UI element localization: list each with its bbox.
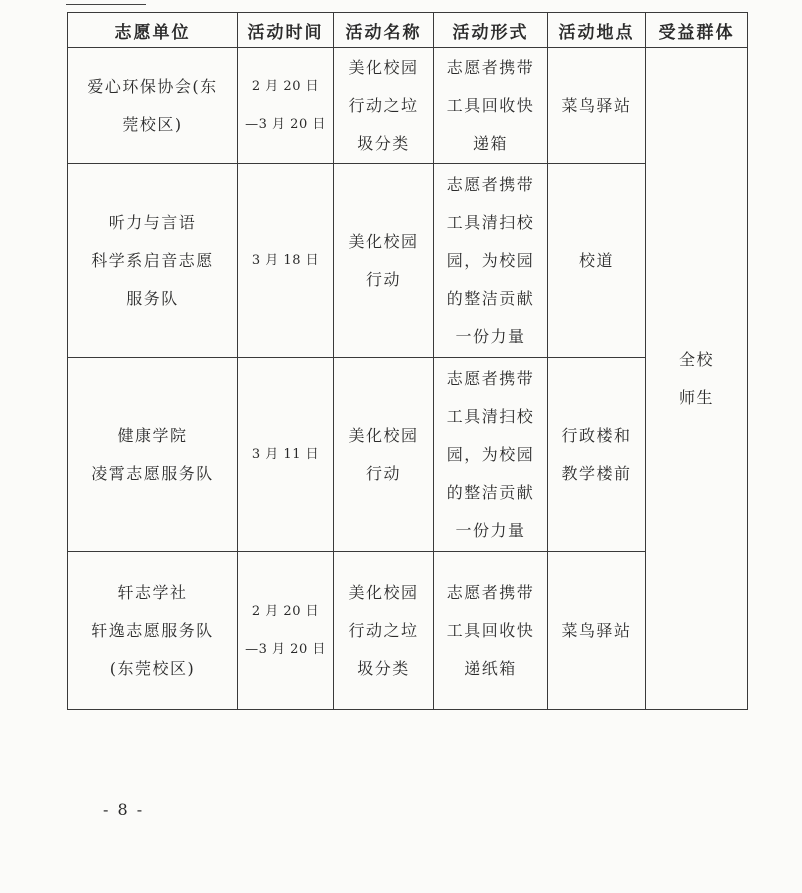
cell-unit xyxy=(68,48,238,164)
text-line: 服务队 xyxy=(126,288,179,308)
cell-name xyxy=(334,48,434,164)
text-line: 菜鸟驿站 xyxy=(561,620,632,640)
text-line: 轩志学社 xyxy=(117,582,188,602)
text-line: 2 月 20 日 xyxy=(251,603,320,619)
text-line: —3 月 20 日 xyxy=(245,116,326,132)
text-line: 园，为校园 xyxy=(446,444,535,464)
table-header-row xyxy=(68,13,748,48)
text-line: 美化校园 xyxy=(348,57,419,77)
text-line: 工具回收快 xyxy=(446,620,535,640)
text-line: 的整洁贡献 xyxy=(446,288,535,308)
volunteer-activity-table xyxy=(67,12,748,710)
text-line: 校道 xyxy=(578,250,614,270)
text-line: 的整洁贡献 xyxy=(446,482,535,502)
text-line: 轩逸志愿服务队 xyxy=(91,620,214,640)
text-line: 志愿者携带 xyxy=(446,582,535,602)
text-line: 志愿者携带 xyxy=(446,174,535,194)
top-rule-fragment xyxy=(66,0,146,5)
text-line: 行动之垃 xyxy=(348,95,419,115)
cell-place xyxy=(548,552,646,710)
cell-time xyxy=(238,164,334,358)
text-line: 志愿者携带 xyxy=(446,57,535,77)
text-line: 3 月 11 日 xyxy=(251,446,320,462)
cell-time xyxy=(238,48,334,164)
cell-form xyxy=(434,552,548,710)
cell-place xyxy=(548,48,646,164)
header-unit: 志愿单位 xyxy=(68,13,238,48)
text-line: 科学系启音志愿 xyxy=(91,250,214,270)
header-name: 活动名称 xyxy=(334,13,434,48)
cell-form xyxy=(434,358,548,552)
text-line: 全校 xyxy=(678,349,714,369)
text-line: 园，为校园 xyxy=(446,250,535,270)
text-line: 凌霄志愿服务队 xyxy=(91,463,214,483)
text-line: 莞校区) xyxy=(122,114,183,134)
text-line: 健康学院 xyxy=(117,425,188,445)
text-line: 一份力量 xyxy=(455,326,526,346)
cell-form xyxy=(434,48,548,164)
text-line: 圾分类 xyxy=(357,658,410,678)
text-line: 美化校园 xyxy=(348,231,419,251)
cell-name xyxy=(334,164,434,358)
text-line: 3 月 18 日 xyxy=(251,252,320,268)
cell-place xyxy=(548,164,646,358)
cell-unit xyxy=(68,164,238,358)
header-place: 活动地点 xyxy=(548,13,646,48)
text-line: 爱心环保协会(东 xyxy=(87,76,218,96)
cell-name xyxy=(334,358,434,552)
cell-name xyxy=(334,552,434,710)
cell-unit xyxy=(68,552,238,710)
text-line: 行动 xyxy=(365,463,401,483)
table-row xyxy=(68,48,748,164)
text-line: 行动 xyxy=(365,269,401,289)
text-line: 行政楼和 xyxy=(561,425,632,445)
text-line: 志愿者携带 xyxy=(446,368,535,388)
text-line: 听力与言语 xyxy=(108,212,197,232)
text-line: (东莞校区) xyxy=(109,658,196,678)
text-line: 美化校园 xyxy=(348,425,419,445)
text-line: 圾分类 xyxy=(357,133,410,153)
text-line: 一份力量 xyxy=(455,520,526,540)
text-line: 行动之垃 xyxy=(348,620,419,640)
text-line: 2 月 20 日 xyxy=(251,78,320,94)
cell-unit xyxy=(68,358,238,552)
cell-place xyxy=(548,358,646,552)
text-line: 递纸箱 xyxy=(464,658,517,678)
cell-form xyxy=(434,164,548,358)
header-form: 活动形式 xyxy=(434,13,548,48)
cell-time xyxy=(238,358,334,552)
text-line: 递箱 xyxy=(472,133,508,153)
text-line: 菜鸟驿站 xyxy=(561,95,632,115)
text-line: 教学楼前 xyxy=(561,463,632,483)
text-line: 师生 xyxy=(678,387,714,407)
text-line: 美化校园 xyxy=(348,582,419,602)
text-line: —3 月 20 日 xyxy=(245,641,326,657)
header-beneficiary: 受益群体 xyxy=(646,13,748,48)
text-line: 工具回收快 xyxy=(446,95,535,115)
page-number: - 8 - xyxy=(103,800,145,819)
text-line: 工具清扫校 xyxy=(446,212,535,232)
cell-beneficiary xyxy=(646,48,748,710)
header-time: 活动时间 xyxy=(238,13,334,48)
text-line: 工具清扫校 xyxy=(446,406,535,426)
cell-time xyxy=(238,552,334,710)
